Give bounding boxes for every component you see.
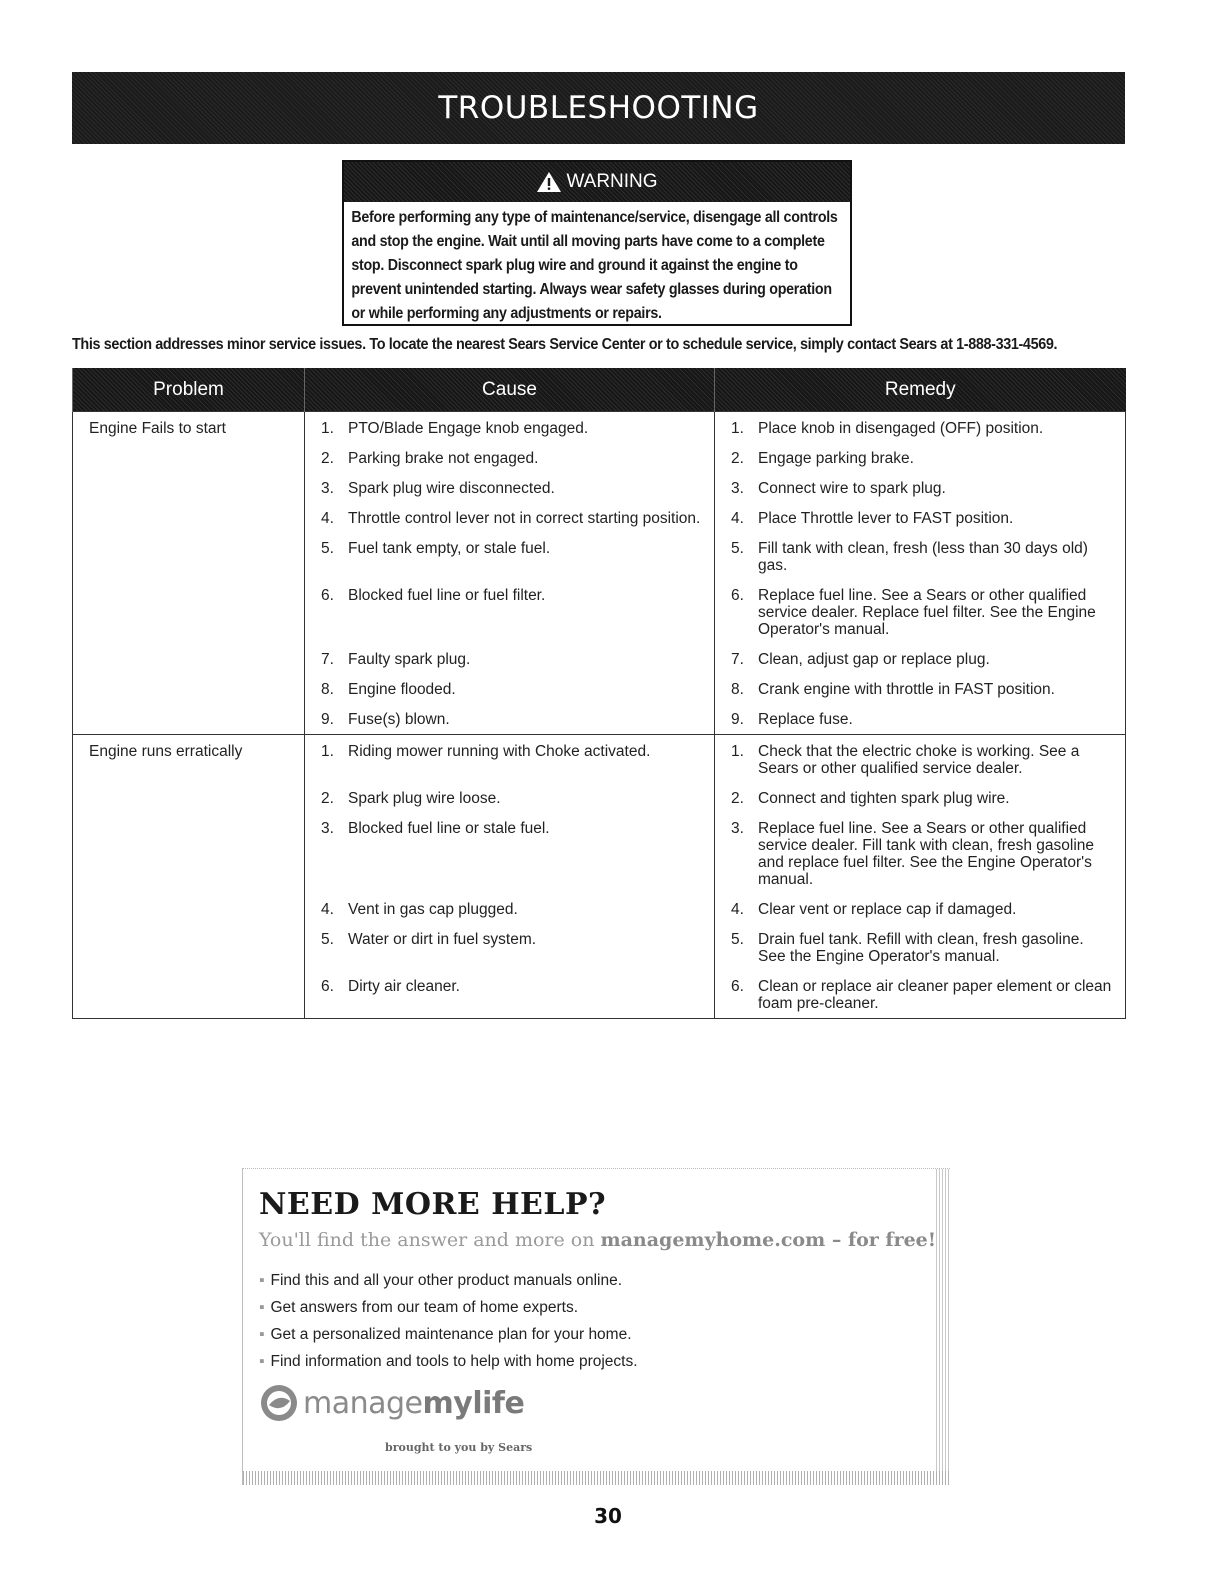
step-text: Replace fuel line. See a Sears or other qualified service dealer. Fill tank with clean, fresh gasoline and replace fuel filter. See the Engine Operator's manual. — [758, 820, 1094, 888]
step-number: 1. — [321, 420, 334, 437]
need-more-help-box — [242, 1168, 950, 1485]
page-number: 30 — [594, 1504, 622, 1528]
warning-triangle-icon — [536, 171, 562, 193]
step-number: 8. — [731, 681, 744, 698]
cause-step — [321, 587, 704, 638]
help-benefits-list — [259, 1271, 638, 1379]
help-site-link[interactable]: managemyhome.com – for free! — [600, 1229, 937, 1251]
step-number: 9. — [321, 711, 334, 728]
logo-text-manage: manage — [303, 1385, 423, 1421]
step-text: Replace fuel line. See a Sears or other qualified service dealer. Replace fuel filter. See the Engine Operator's manual. — [758, 587, 1096, 638]
step-number: 2. — [731, 790, 744, 807]
step-text: Spark plug wire loose. — [348, 790, 501, 807]
step-number: 6. — [731, 978, 744, 995]
step-number: 4. — [321, 510, 334, 527]
help-item-text: Get answers from our team of home experts. — [270, 1299, 579, 1316]
warning-label: WARNING — [566, 171, 658, 192]
remedy-step — [731, 480, 1115, 497]
step-number: 2. — [731, 450, 744, 467]
step-text: PTO/Blade Engage knob engaged. — [348, 420, 589, 437]
step-text: Crank engine with throttle in FAST position. — [758, 681, 1055, 698]
step-text: Fuel tank empty, or stale fuel. — [348, 540, 551, 557]
remedy-step — [731, 510, 1115, 527]
bullet-icon: ▪ — [259, 1272, 265, 1289]
step-text: Riding mower running with Choke activated. — [348, 743, 651, 760]
managemylife-logo — [259, 1383, 524, 1423]
step-text: Throttle control lever not in correct starting position. — [348, 510, 701, 527]
step-text: Water or dirt in fuel system. — [348, 931, 537, 948]
step-text: Check that the electric choke is working. See a Sears or other qualified service dealer. — [758, 743, 1080, 777]
step-text: Spark plug wire disconnected. — [348, 480, 555, 497]
remedy-step — [731, 450, 1115, 467]
step-number: 1. — [321, 743, 334, 760]
remedy-step — [731, 790, 1115, 807]
step-number: 5. — [731, 931, 744, 948]
bullet-icon: ▪ — [259, 1299, 265, 1316]
remedy-cell — [715, 735, 1126, 1019]
cause-step — [321, 540, 704, 574]
troubleshooting-table — [72, 368, 1126, 1019]
step-number: 3. — [321, 480, 334, 497]
remedy-step — [731, 420, 1115, 437]
box-shadow-bottom — [243, 1471, 950, 1485]
step-text: Clean, adjust gap or replace plug. — [758, 651, 990, 668]
table-header-row — [73, 368, 1126, 412]
step-number: 2. — [321, 450, 334, 467]
remedy-step — [731, 711, 1115, 728]
step-text: Connect wire to spark plug. — [758, 480, 946, 497]
help-list-item — [259, 1325, 638, 1352]
step-number: 8. — [321, 681, 334, 698]
warning-header — [344, 162, 850, 202]
step-text: Replace fuse. — [758, 711, 853, 728]
troubleshooting-banner — [72, 72, 1125, 144]
step-number: 2. — [321, 790, 334, 807]
help-title: NEED MORE HELP? — [259, 1187, 607, 1222]
cause-step — [321, 743, 704, 777]
bullet-icon: ▪ — [259, 1353, 265, 1370]
warning-box — [342, 160, 852, 326]
remedy-step — [731, 743, 1115, 777]
remedy-step — [731, 540, 1115, 574]
step-text: Engage parking brake. — [758, 450, 914, 467]
step-number: 5. — [321, 931, 334, 948]
table-row — [73, 735, 1126, 1019]
step-number: 5. — [731, 540, 744, 557]
cause-step — [321, 790, 704, 807]
step-text: Fill tank with clean, fresh (less than 30 days old) gas. — [758, 540, 1088, 574]
column-header-problem: Problem — [73, 368, 305, 412]
step-text: Engine flooded. — [348, 681, 456, 698]
step-number: 1. — [731, 420, 744, 437]
help-subtitle — [259, 1229, 936, 1251]
cause-step — [321, 681, 704, 698]
help-item-text: Find this and all your other product manuals online. — [270, 1272, 623, 1289]
step-text: Clear vent or replace cap if damaged. — [758, 901, 1017, 918]
remedy-step — [731, 931, 1115, 965]
section-intro: This section addresses minor service issues. To locate the nearest Sears Service Center or to schedule service, simply contact Sears at 1-888-331-4569. — [72, 336, 1058, 353]
problem-cell: Engine Fails to start — [73, 412, 305, 735]
box-shadow-right — [936, 1169, 950, 1485]
step-number: 9. — [731, 711, 744, 728]
remedy-step — [731, 587, 1115, 638]
cause-cell — [305, 735, 715, 1019]
step-number: 5. — [321, 540, 334, 557]
help-list-item — [259, 1298, 638, 1325]
step-text: Place Throttle lever to FAST position. — [758, 510, 1014, 527]
step-number: 6. — [321, 978, 334, 995]
warning-text: Before performing any type of maintenance/service, disengage all controls and stop the engine. Wait until all moving parts have come to a complete stop. Disconnect spark plug wire and ground it against the engine to prevent unintended starting. Always wear safety glasses during operation or while performing any adjustments or repairs. — [351, 209, 838, 322]
step-number: 7. — [321, 651, 334, 668]
cause-step — [321, 480, 704, 497]
remedy-step — [731, 681, 1115, 698]
cause-step — [321, 450, 704, 467]
cause-cell — [305, 412, 715, 735]
remedy-step — [731, 820, 1115, 888]
step-number: 6. — [731, 587, 744, 604]
step-text: Vent in gas cap plugged. — [348, 901, 518, 918]
column-header-remedy: Remedy — [715, 368, 1126, 412]
remedy-step — [731, 651, 1115, 668]
step-number: 3. — [321, 820, 334, 837]
remedy-step — [731, 901, 1115, 918]
help-item-text: Find information and tools to help with home projects. — [270, 1353, 638, 1370]
step-number: 4. — [731, 901, 744, 918]
step-number: 4. — [321, 901, 334, 918]
column-header-cause: Cause — [305, 368, 715, 412]
table-row — [73, 412, 1126, 735]
step-text: Connect and tighten spark plug wire. — [758, 790, 1010, 807]
step-number: 1. — [731, 743, 744, 760]
step-number: 3. — [731, 820, 744, 837]
cause-step — [321, 820, 704, 888]
step-number: 4. — [731, 510, 744, 527]
step-text: Blocked fuel line or fuel filter. — [348, 587, 546, 604]
step-text: Faulty spark plug. — [348, 651, 471, 668]
step-text: Place knob in disengaged (OFF) position. — [758, 420, 1044, 437]
cause-step — [321, 510, 704, 527]
cause-step — [321, 978, 704, 1012]
step-text: Drain fuel tank. Refill with clean, fresh gasoline. See the Engine Operator's manual. — [758, 931, 1084, 965]
bullet-icon: ▪ — [259, 1326, 265, 1343]
cause-step — [321, 420, 704, 437]
cause-list — [321, 420, 704, 728]
step-text: Blocked fuel line or stale fuel. — [348, 820, 550, 837]
help-list-item — [259, 1352, 638, 1379]
cause-step — [321, 651, 704, 668]
remedy-list — [731, 743, 1115, 1012]
logo-text-mylife: mylife — [422, 1385, 525, 1421]
cause-step — [321, 901, 704, 918]
step-number: 7. — [731, 651, 744, 668]
cause-step — [321, 931, 704, 965]
step-text: Fuse(s) blown. — [348, 711, 450, 728]
remedy-cell — [715, 412, 1126, 735]
help-subtitle-prefix: You'll find the answer and more on — [259, 1229, 595, 1251]
step-text: Clean or replace air cleaner paper element or clean foam pre-cleaner. — [758, 978, 1112, 1012]
brought-by-sears: brought to you by Sears — [385, 1441, 533, 1454]
problem-cell: Engine runs erratically — [73, 735, 305, 1019]
page-title: TROUBLESHOOTING — [438, 90, 759, 126]
cause-step — [321, 711, 704, 728]
remedy-step — [731, 978, 1115, 1012]
step-number: 3. — [731, 480, 744, 497]
step-number: 6. — [321, 587, 334, 604]
help-list-item — [259, 1271, 638, 1298]
remedy-list — [731, 420, 1115, 728]
step-text: Parking brake not engaged. — [348, 450, 539, 467]
help-item-text: Get a personalized maintenance plan for your home. — [270, 1326, 632, 1343]
cause-list — [321, 743, 704, 1012]
step-text: Dirty air cleaner. — [348, 978, 460, 995]
managemylife-swirl-icon — [259, 1383, 299, 1423]
